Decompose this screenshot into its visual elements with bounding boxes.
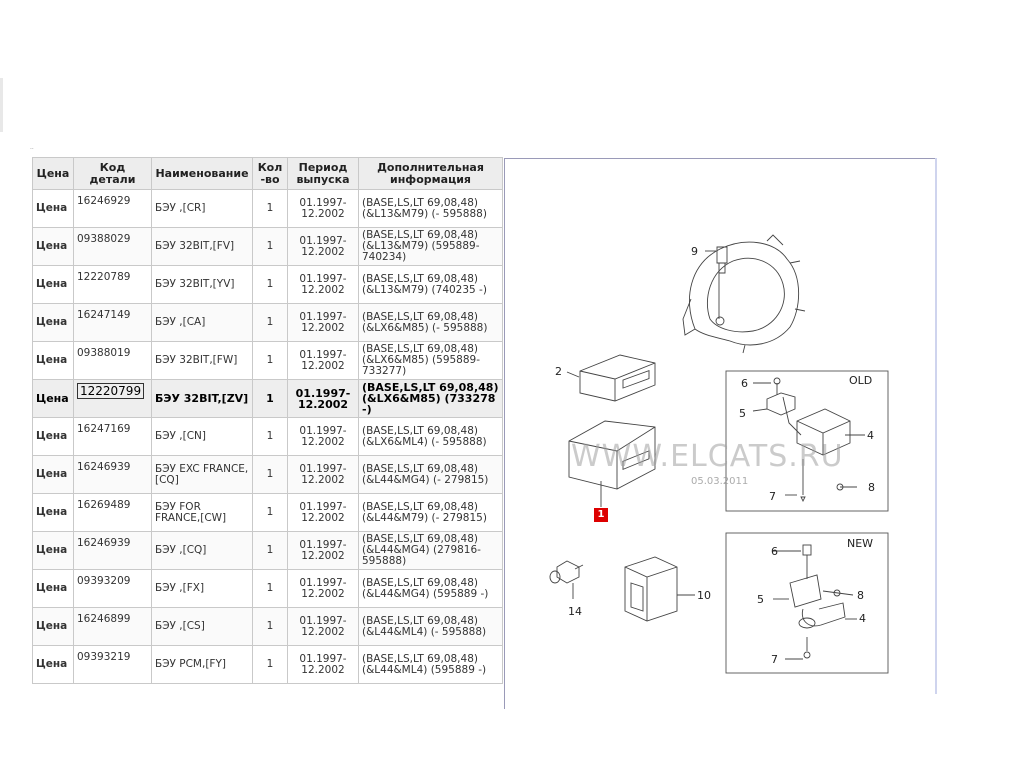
part-qty: 1	[253, 266, 288, 304]
part-name: БЭУ 32BIT,[ZV]	[152, 380, 253, 418]
callout-8-old: 8	[868, 481, 875, 494]
part-code	[74, 228, 152, 266]
callout-9: 9	[691, 245, 698, 258]
part-code-value: 12220799	[77, 383, 144, 399]
part-name: БЭУ ,[CQ]	[152, 532, 253, 570]
watermark: WWW.ELCATS.RU	[571, 439, 844, 474]
box-new-label: NEW	[847, 537, 874, 550]
part-code	[74, 456, 152, 494]
part-code	[74, 570, 152, 608]
table-row[interactable]	[33, 532, 503, 570]
part-period: 01.1997-12.2002	[288, 456, 359, 494]
part-code-value: 09388019	[77, 347, 131, 359]
header-period: Период выпуска	[288, 158, 359, 190]
table-row[interactable]	[33, 456, 503, 494]
part-code-value: 16247149	[77, 309, 131, 321]
header-code: Код детали	[74, 158, 152, 190]
table-row[interactable]	[33, 608, 503, 646]
callout-6-old: 6	[741, 377, 748, 390]
part-code-value: 16246899	[77, 613, 131, 625]
price-link[interactable]: Цена	[33, 228, 74, 266]
part-qty: 1	[253, 494, 288, 532]
callout-6-new: 6	[771, 545, 778, 558]
callout-4-new: 4	[859, 612, 866, 625]
header-name: Наименование	[152, 158, 253, 190]
part-info: (BASE,LS,LT 69,08,48) (&L13&M79) (595889-740234)	[359, 228, 503, 266]
part-period: 01.1997-12.2002	[288, 494, 359, 532]
part-code-value: 12220789	[77, 271, 131, 283]
price-link[interactable]: Цена	[33, 532, 74, 570]
part-hotspot-1[interactable]: 1	[594, 508, 608, 522]
price-link[interactable]: Цена	[33, 380, 74, 418]
part-code-value: 16246929	[77, 195, 131, 207]
part-info: (BASE,LS,LT 69,08,48) (&L44&ML4) (- 595888)	[359, 608, 503, 646]
part-period: 01.1997-12.2002	[288, 532, 359, 570]
part-code	[74, 304, 152, 342]
table-row[interactable]	[33, 646, 503, 684]
part-qty: 1	[253, 646, 288, 684]
part-name: БЭУ ,[CR]	[152, 190, 253, 228]
box-old-label: OLD	[849, 374, 873, 387]
part-info: (BASE,LS,LT 69,08,48) (&L44&M79) (- 279815)	[359, 494, 503, 532]
price-link[interactable]: Цена	[33, 418, 74, 456]
part-info: (BASE,LS,LT 69,08,48) (&LX6&M85) (733278 -)	[359, 380, 503, 418]
table-row[interactable]	[33, 380, 503, 418]
part-code	[74, 190, 152, 228]
part-info: (BASE,LS,LT 69,08,48) (&LX6&M85) (595889-733277)	[359, 342, 503, 380]
table-row[interactable]	[33, 304, 503, 342]
callout-10: 10	[697, 589, 711, 602]
table-row[interactable]	[33, 418, 503, 456]
part-qty: 1	[253, 418, 288, 456]
part-period: 01.1997-12.2002	[288, 418, 359, 456]
part-name: БЭУ PCM,[FY]	[152, 646, 253, 684]
table-row[interactable]	[33, 570, 503, 608]
part-code	[74, 418, 152, 456]
part-code-value: 16246939	[77, 537, 131, 549]
part-period: 01.1997-12.2002	[288, 304, 359, 342]
price-link[interactable]: Цена	[33, 646, 74, 684]
header-qty: Кол -во	[253, 158, 288, 190]
part-info: (BASE,LS,LT 69,08,48) (&L13&M79) (740235 -)	[359, 266, 503, 304]
price-link[interactable]: Цена	[33, 304, 74, 342]
callout-4-old: 4	[867, 429, 874, 442]
part-info: (BASE,LS,LT 69,08,48) (&LX6&ML4) (- 595888)	[359, 418, 503, 456]
part-qty: 1	[253, 380, 288, 418]
part-period: 01.1997-12.2002	[288, 570, 359, 608]
part-name: БЭУ EXC FRANCE,[CQ]	[152, 456, 253, 494]
price-link[interactable]: Цена	[33, 608, 74, 646]
callout-8-new: 8	[857, 589, 864, 602]
callout-7-new: 7	[771, 653, 778, 666]
callout-7-old: 7	[769, 490, 776, 503]
part-info: (BASE,LS,LT 69,08,48) (&L44&MG4) (595889 -)	[359, 570, 503, 608]
part-code	[74, 266, 152, 304]
part-name: БЭУ 32BIT,[FW]	[152, 342, 253, 380]
callout-14: 14	[568, 605, 582, 618]
header-price: Цена	[33, 158, 74, 190]
watermark-date: 05.03.2011	[691, 476, 749, 487]
module-2	[580, 355, 655, 401]
callout-2: 2	[555, 365, 562, 378]
table-row[interactable]	[33, 266, 503, 304]
part-period: 01.1997-12.2002	[288, 190, 359, 228]
part-period: 01.1997-12.2002	[288, 228, 359, 266]
part-name: БЭУ ,[CN]	[152, 418, 253, 456]
table-header-row	[33, 158, 503, 190]
table-row[interactable]	[33, 342, 503, 380]
diagram-svg	[505, 159, 935, 709]
part-info: (BASE,LS,LT 69,08,48) (&L44&MG4) (- 279815)	[359, 456, 503, 494]
transmission-housing	[689, 242, 798, 345]
module-10	[625, 557, 677, 621]
part-code	[74, 342, 152, 380]
parts-diagram	[504, 158, 935, 709]
part-qty: 1	[253, 532, 288, 570]
sensor-9	[717, 247, 727, 273]
part-code-value: 16246939	[77, 461, 131, 473]
part-qty: 1	[253, 456, 288, 494]
header-info: Дополнительная информация	[359, 158, 503, 190]
part-name: БЭУ 32BIT,[YV]	[152, 266, 253, 304]
part-name: БЭУ ,[FX]	[152, 570, 253, 608]
price-link[interactable]: Цена	[33, 266, 74, 304]
price-link[interactable]: Цена	[33, 570, 74, 608]
part-info: (BASE,LS,LT 69,08,48) (&L44&MG4) (279816-595888)	[359, 532, 503, 570]
part-period: 01.1997-12.2002	[288, 646, 359, 684]
part-qty: 1	[253, 190, 288, 228]
part-period: 01.1997-12.2002	[288, 342, 359, 380]
part-info: (BASE,LS,LT 69,08,48) (&L44&ML4) (595889 -)	[359, 646, 503, 684]
part-info: (BASE,LS,LT 69,08,48) (&L13&M79) (- 595888)	[359, 190, 503, 228]
part-period: 01.1997-12.2002	[288, 266, 359, 304]
table-row[interactable]	[33, 494, 503, 532]
part-qty: 1	[253, 570, 288, 608]
table-row[interactable]	[33, 228, 503, 266]
part-code-value: 09393219	[77, 651, 131, 663]
part-name: БЭУ 32BIT,[FV]	[152, 228, 253, 266]
part-qty: 1	[253, 608, 288, 646]
callout-5-new: 5	[757, 593, 764, 606]
part-code	[74, 646, 152, 684]
part-code	[74, 380, 152, 418]
tiny-mark: ··	[30, 146, 34, 153]
part-name: БЭУ ,[CS]	[152, 608, 253, 646]
part-code	[74, 494, 152, 532]
part-code	[74, 532, 152, 570]
part-qty: 1	[253, 304, 288, 342]
part-qty: 1	[253, 228, 288, 266]
part-info: (BASE,LS,LT 69,08,48) (&LX6&M85) (- 595888)	[359, 304, 503, 342]
part-qty: 1	[253, 342, 288, 380]
part-code-value: 16269489	[77, 499, 131, 511]
part-code-value: 16247169	[77, 423, 131, 435]
part-period: 01.1997-12.2002	[288, 608, 359, 646]
part-period: 01.1997-12.2002	[288, 380, 359, 418]
sensor-14	[557, 561, 579, 583]
edge-marker	[0, 78, 3, 132]
part-code-value: 09388029	[77, 233, 131, 245]
price-link[interactable]: Цена	[33, 190, 74, 228]
parts-table	[32, 157, 503, 684]
diagram-right-border	[935, 158, 937, 694]
callout-5-old: 5	[739, 407, 746, 420]
price-link[interactable]: Цена	[33, 494, 74, 532]
price-link[interactable]: Цена	[33, 342, 74, 380]
part-name: БЭУ ,[CA]	[152, 304, 253, 342]
part-code-value: 09393209	[77, 575, 131, 587]
part-name: БЭУ FOR FRANCE,[CW]	[152, 494, 253, 532]
price-link[interactable]: Цена	[33, 456, 74, 494]
part-code	[74, 608, 152, 646]
table-row[interactable]	[33, 190, 503, 228]
